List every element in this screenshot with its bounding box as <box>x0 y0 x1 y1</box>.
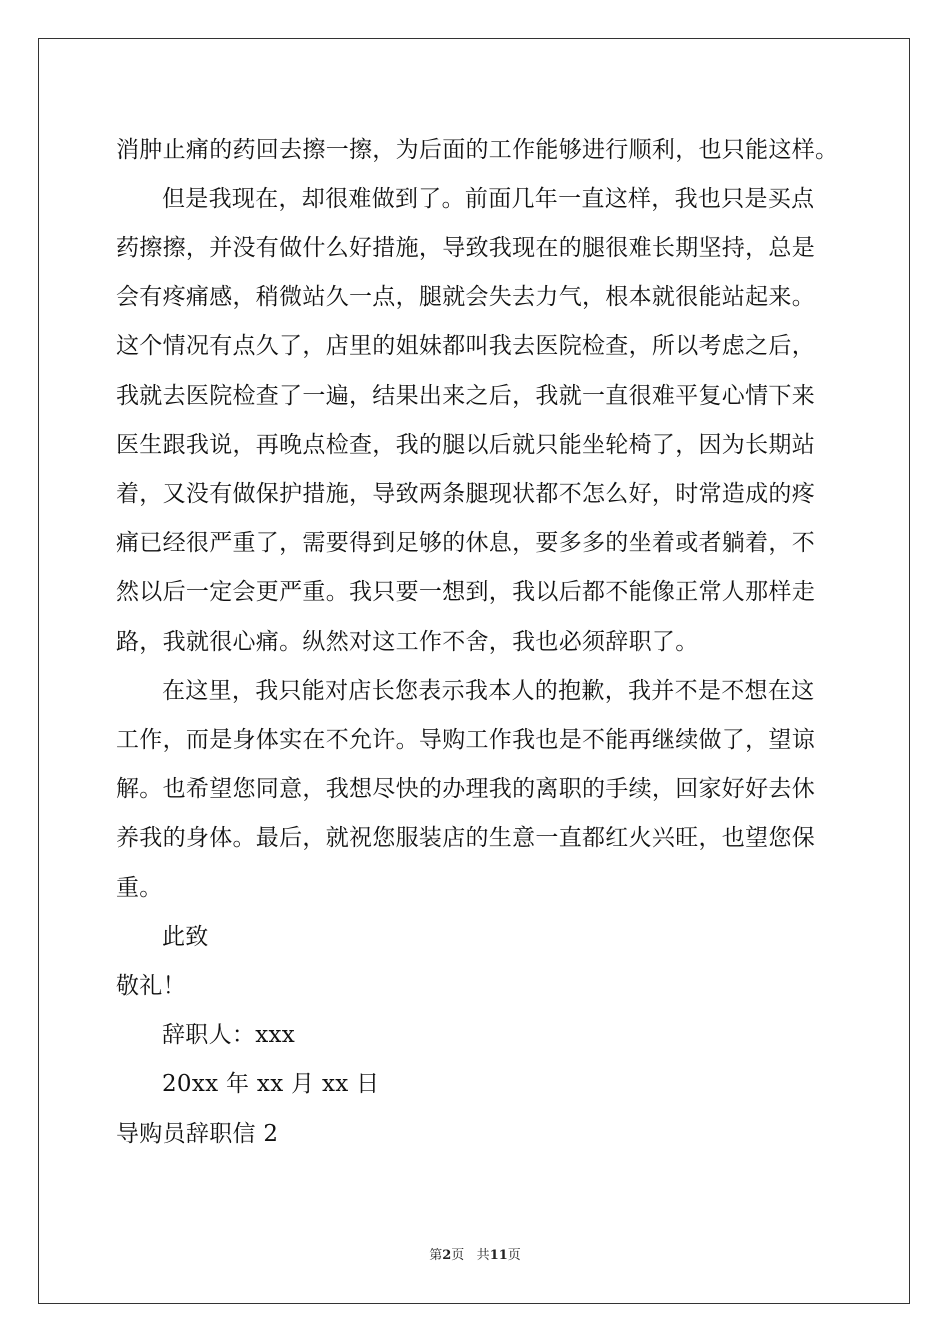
paragraph-line: 但是我现在，却很难做到了。前面几年一直这样，我也只是买点 <box>162 186 815 212</box>
next-letter-heading: 导购员辞职信 2 <box>116 1121 279 1147</box>
date-line: 20xx 年 xx 月 xx 日 <box>162 1071 380 1097</box>
paragraph-line: 着，又没有做保护措施，导致两条腿现状都不怎么好，时常造成的疼 <box>116 481 815 507</box>
paragraph-line: 痛已经很严重了，需要得到足够的休息，要多多的坐着或者躺着，不 <box>116 530 815 556</box>
paragraph-line: 消肿止痛的药回去擦一擦，为后面的工作能够进行顺利，也只能这样。 <box>116 137 839 163</box>
paragraph-line: 药擦擦，并没有做什么好措施，导致我现在的腿很难长期坚持，总是 <box>116 235 815 261</box>
paragraph-line: 会有疼痛感，稍微站久一点，腿就会失去力气，根本就很能站起来。 <box>116 284 815 310</box>
footer-total-prefix: 共 <box>476 1248 490 1263</box>
paragraph-line: 解。也希望您同意，我想尽快的办理我的离职的手续，回家好好去休 <box>116 776 815 802</box>
paragraph-line: 然以后一定会更严重。我只要一想到，我以后都不能像正常人那样走 <box>116 579 815 605</box>
paragraph-line: 养我的身体。最后，就祝您服装店的生意一直都红火兴旺，也望您保 <box>116 825 815 851</box>
closing-salutation: 此致 <box>162 924 209 950</box>
paragraph-line: 医生跟我说，再晚点检查，我的腿以后就只能坐轮椅了，因为长期站 <box>116 432 815 458</box>
paragraph-line: 路，我就很心痛。纵然对这工作不舍，我也必须辞职了。 <box>116 629 699 655</box>
signer-line: 辞职人：xxx <box>162 1022 296 1048</box>
page-border <box>38 38 910 1304</box>
footer-page-number: 2 <box>442 1248 452 1263</box>
paragraph-line: 工作，而是身体实在不允许。导购工作我也是不能再继续做了，望谅 <box>116 727 815 753</box>
closing-respect: 敬礼！ <box>116 973 186 999</box>
footer-total-suffix: 页 <box>507 1248 521 1263</box>
paragraph-line: 这个情况有点久了，店里的姐妹都叫我去医院检查，所以考虑之后， <box>116 333 815 359</box>
paragraph-line: 在这里，我只能对店长您表示我本人的抱歉，我并不是不想在这 <box>162 678 815 704</box>
page-footer <box>0 1247 950 1265</box>
footer-total-pages: 11 <box>489 1248 508 1263</box>
footer-page-prefix: 第 <box>429 1248 443 1263</box>
footer-page-suffix: 页 <box>451 1248 465 1263</box>
paragraph-line: 重。 <box>116 875 163 901</box>
paragraph-line: 我就去医院检查了一遍，结果出来之后，我就一直很难平复心情下来 <box>116 383 815 409</box>
